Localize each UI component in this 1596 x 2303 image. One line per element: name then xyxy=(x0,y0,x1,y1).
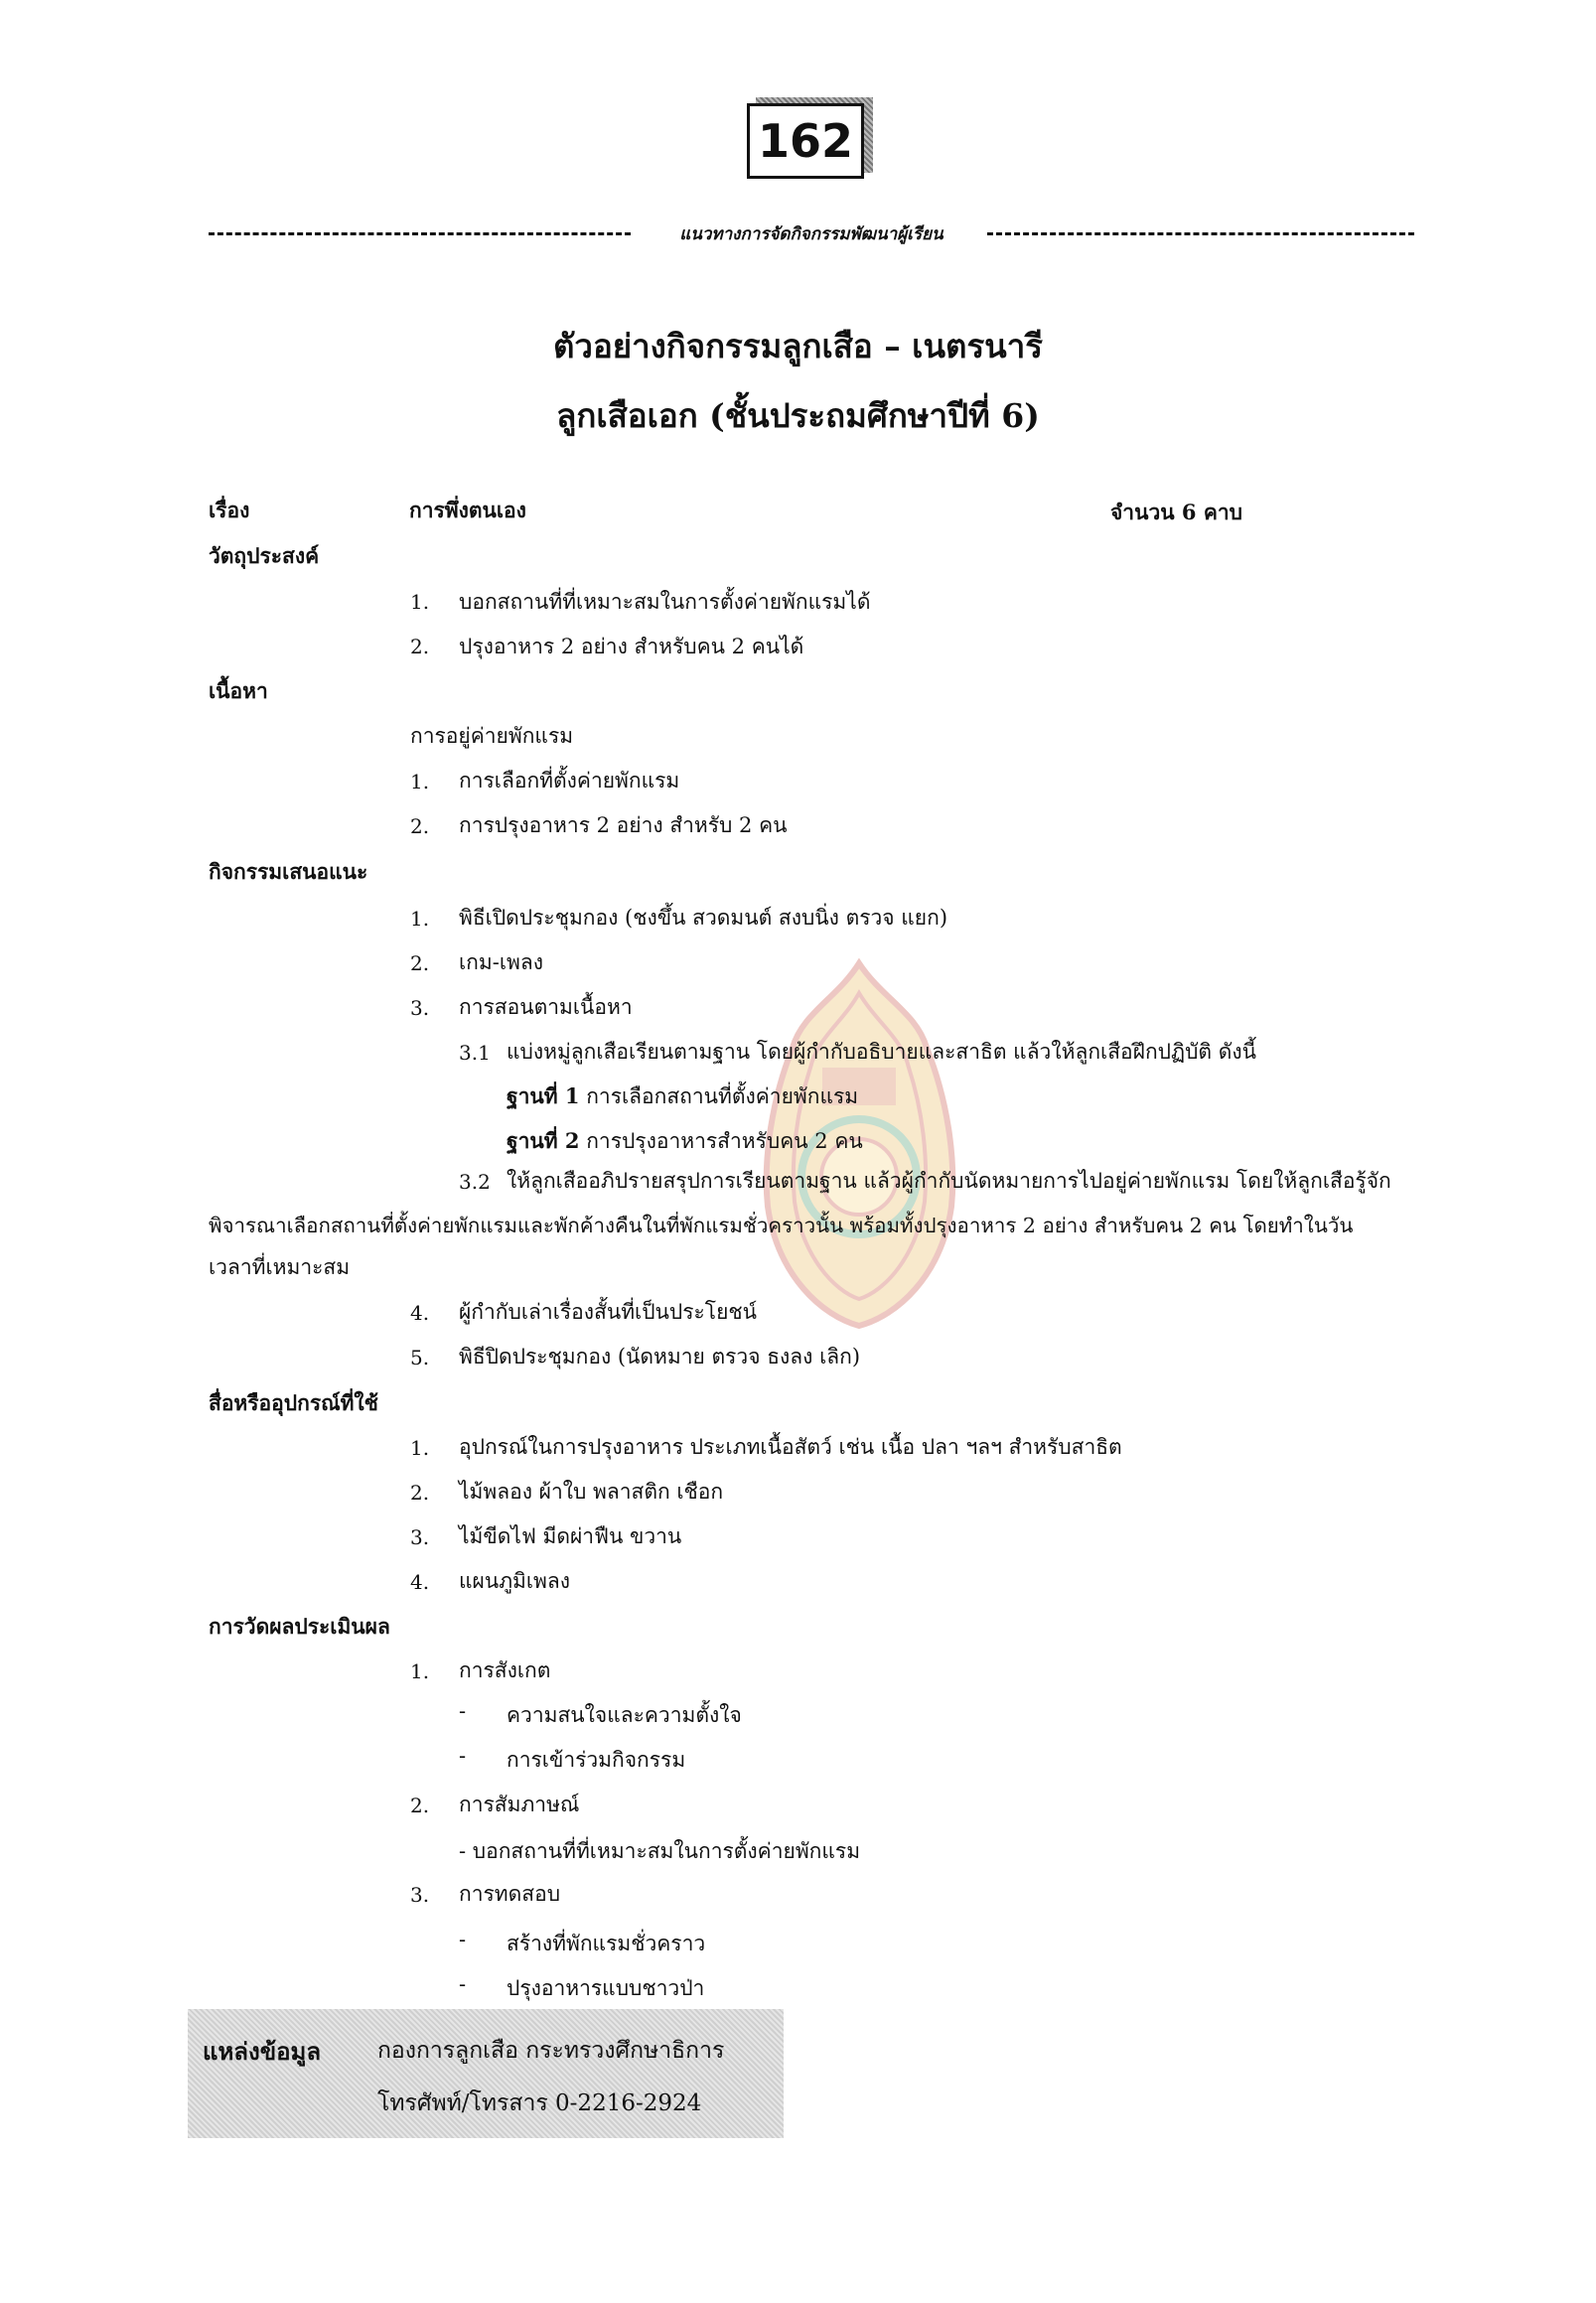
title-line-1: ตัวอย่างกิจกรรมลูกเสือ – เนตรนารี xyxy=(553,327,1043,365)
source-org: กองการลูกเสือ กระทรวงศึกษาธิการ xyxy=(377,2038,725,2064)
evaluation-num: 3. xyxy=(410,1883,430,1907)
materials-label: สื่อหรืออุปกรณ์ที่ใช้ xyxy=(209,1390,378,1415)
base-1 xyxy=(507,1080,858,1113)
topic-periods: จำนวน 6 คาบ xyxy=(1110,500,1243,524)
base-label: ฐานที่ 2 xyxy=(507,1128,580,1153)
content-num: 2. xyxy=(410,814,430,838)
activity-text: เกม-เพลง xyxy=(459,950,543,974)
source-phone: โทรศัพท์/โทรสาร 0-2216-2924 xyxy=(377,2090,702,2116)
evaluation-dash: - xyxy=(459,1928,467,1951)
evaluation-label: การวัดผลประเมินผล xyxy=(209,1614,390,1639)
objectives-label: วัตถุประสงค์ xyxy=(209,543,320,568)
material-text: ไม้พลอง ผ้าใบ พลาสติก เชือก xyxy=(459,1480,724,1504)
evaluation-sub: การเข้าร่วมกิจกรรม xyxy=(507,1748,686,1772)
evaluation-sub: สร้างที่พักแรมชั่วคราว xyxy=(507,1932,706,1955)
evaluation-sub: ความสนใจและความตั้งใจ xyxy=(507,1703,742,1727)
activity-sub-continuation: พิจารณาเลือกสถานที่ตั้งค่ายพักแรมและพักค้างคืนในที่พักแรมชั่วคราวนั้น พร้อมทั้งปรุงอาหาร 2 อย่าง สำหรับคน 2 คน โดยทำในวัน xyxy=(209,1214,1354,1237)
activity-sub-num: 3.1 xyxy=(459,1041,491,1065)
activity-num: 5. xyxy=(410,1346,430,1369)
objective-text: บอกสถานที่ที่เหมาะสมในการตั้งค่ายพักแรมได้ xyxy=(459,590,871,614)
source-label: แหล่งข้อมูล xyxy=(203,2037,322,2066)
content-text: การปรุงอาหาร 2 อย่าง สำหรับ 2 คน xyxy=(459,813,788,837)
objective-num: 1. xyxy=(410,590,430,614)
topic-label: เรื่อง xyxy=(209,498,250,522)
material-text: อุปกรณ์ในการปรุงอาหาร ประเภทเนื้อสัตว์ เช่น เนื้อ ปลา ฯลฯ สำหรับสาธิต xyxy=(459,1435,1122,1459)
material-num: 4. xyxy=(410,1570,430,1594)
base-text: การเลือกสถานที่ตั้งค่ายพักแรม xyxy=(586,1084,859,1108)
evaluation-num: 2. xyxy=(410,1794,430,1817)
activities-label: กิจกรรมเสนอแนะ xyxy=(209,859,368,884)
content-num: 1. xyxy=(410,770,430,793)
base-label: ฐานที่ 1 xyxy=(507,1083,580,1108)
evaluation-dash: - xyxy=(459,1972,467,1996)
activity-text: การสอนตามเนื้อหา xyxy=(459,995,633,1019)
evaluation-sub: ปรุงอาหารแบบชาวป่า xyxy=(507,1976,705,2000)
base-2 xyxy=(507,1125,863,1158)
activity-sub-text: ให้ลูกเสืออภิปรายสรุปการเรียนตามฐาน แล้วผู้กำกับนัดหมายการไปอยู่ค่ายพักแรม โดยให้ลูกเสือรู้จัก xyxy=(507,1169,1391,1193)
evaluation-text: การทดสอบ xyxy=(459,1882,561,1906)
content-text: การเลือกที่ตั้งค่ายพักแรม xyxy=(459,769,680,792)
activity-sub-num: 3.2 xyxy=(459,1170,491,1194)
header-rule-left xyxy=(209,232,631,235)
content-intro: การอยู่ค่ายพักแรม xyxy=(410,724,574,748)
evaluation-text: การสัมภาษณ์ xyxy=(459,1793,580,1816)
material-text: ไม้ขีดไฟ มีดผ่าฟืน ขวาน xyxy=(459,1524,682,1548)
activity-num: 4. xyxy=(410,1301,430,1325)
header-rule-right xyxy=(987,232,1414,235)
material-num: 1. xyxy=(410,1436,430,1460)
material-num: 2. xyxy=(410,1481,430,1505)
activity-sub-continuation: เวลาที่เหมาะสม xyxy=(209,1255,351,1279)
activity-text: ผู้กำกับเล่าเรื่องสั้นที่เป็นประโยชน์ xyxy=(459,1300,757,1324)
page-number: 162 xyxy=(747,103,864,179)
topic-value: การพึ่งตนเอง xyxy=(409,498,526,522)
base-text: การปรุงอาหารสำหรับคน 2 คน xyxy=(586,1129,863,1153)
activity-text: พิธีปิดประชุมกอง (นัดหมาย ตรวจ ธงลง เลิก) xyxy=(459,1345,861,1368)
activity-num: 1. xyxy=(410,907,430,931)
header-text: แนวทางการจัดกิจกรรมพัฒนาผู้เรียน xyxy=(679,224,943,244)
activity-sub-text: แบ่งหมู่ลูกเสือเรียนตามฐาน โดยผู้กำกับอธิบายและสาธิต แล้วให้ลูกเสือฝึกปฏิบัติ ดังนี้ xyxy=(507,1040,1256,1064)
objective-num: 2. xyxy=(410,635,430,658)
activity-num: 2. xyxy=(410,951,430,975)
evaluation-sub: - บอกสถานที่ที่เหมาะสมในการตั้งค่ายพักแรม xyxy=(459,1839,861,1863)
evaluation-num: 1. xyxy=(410,1659,430,1683)
evaluation-dash: - xyxy=(459,1699,467,1723)
activity-text: พิธีเปิดประชุมกอง (ชงขึ้น สวดมนต์ สงบนิ่ง ตรวจ แยก) xyxy=(459,906,948,930)
page-number-box xyxy=(747,103,864,179)
content-label: เนื้อหา xyxy=(209,678,268,703)
evaluation-text: การสังเกต xyxy=(459,1658,551,1682)
objective-text: ปรุงอาหาร 2 อย่าง สำหรับคน 2 คนได้ xyxy=(459,635,804,658)
material-num: 3. xyxy=(410,1525,430,1549)
title-line-2: ลูกเสือเอก (ชั้นประถมศึกษาปีที่ 6) xyxy=(556,396,1040,435)
material-text: แผนภูมิเพลง xyxy=(459,1569,571,1593)
evaluation-dash: - xyxy=(459,1744,467,1768)
activity-num: 3. xyxy=(410,996,430,1020)
